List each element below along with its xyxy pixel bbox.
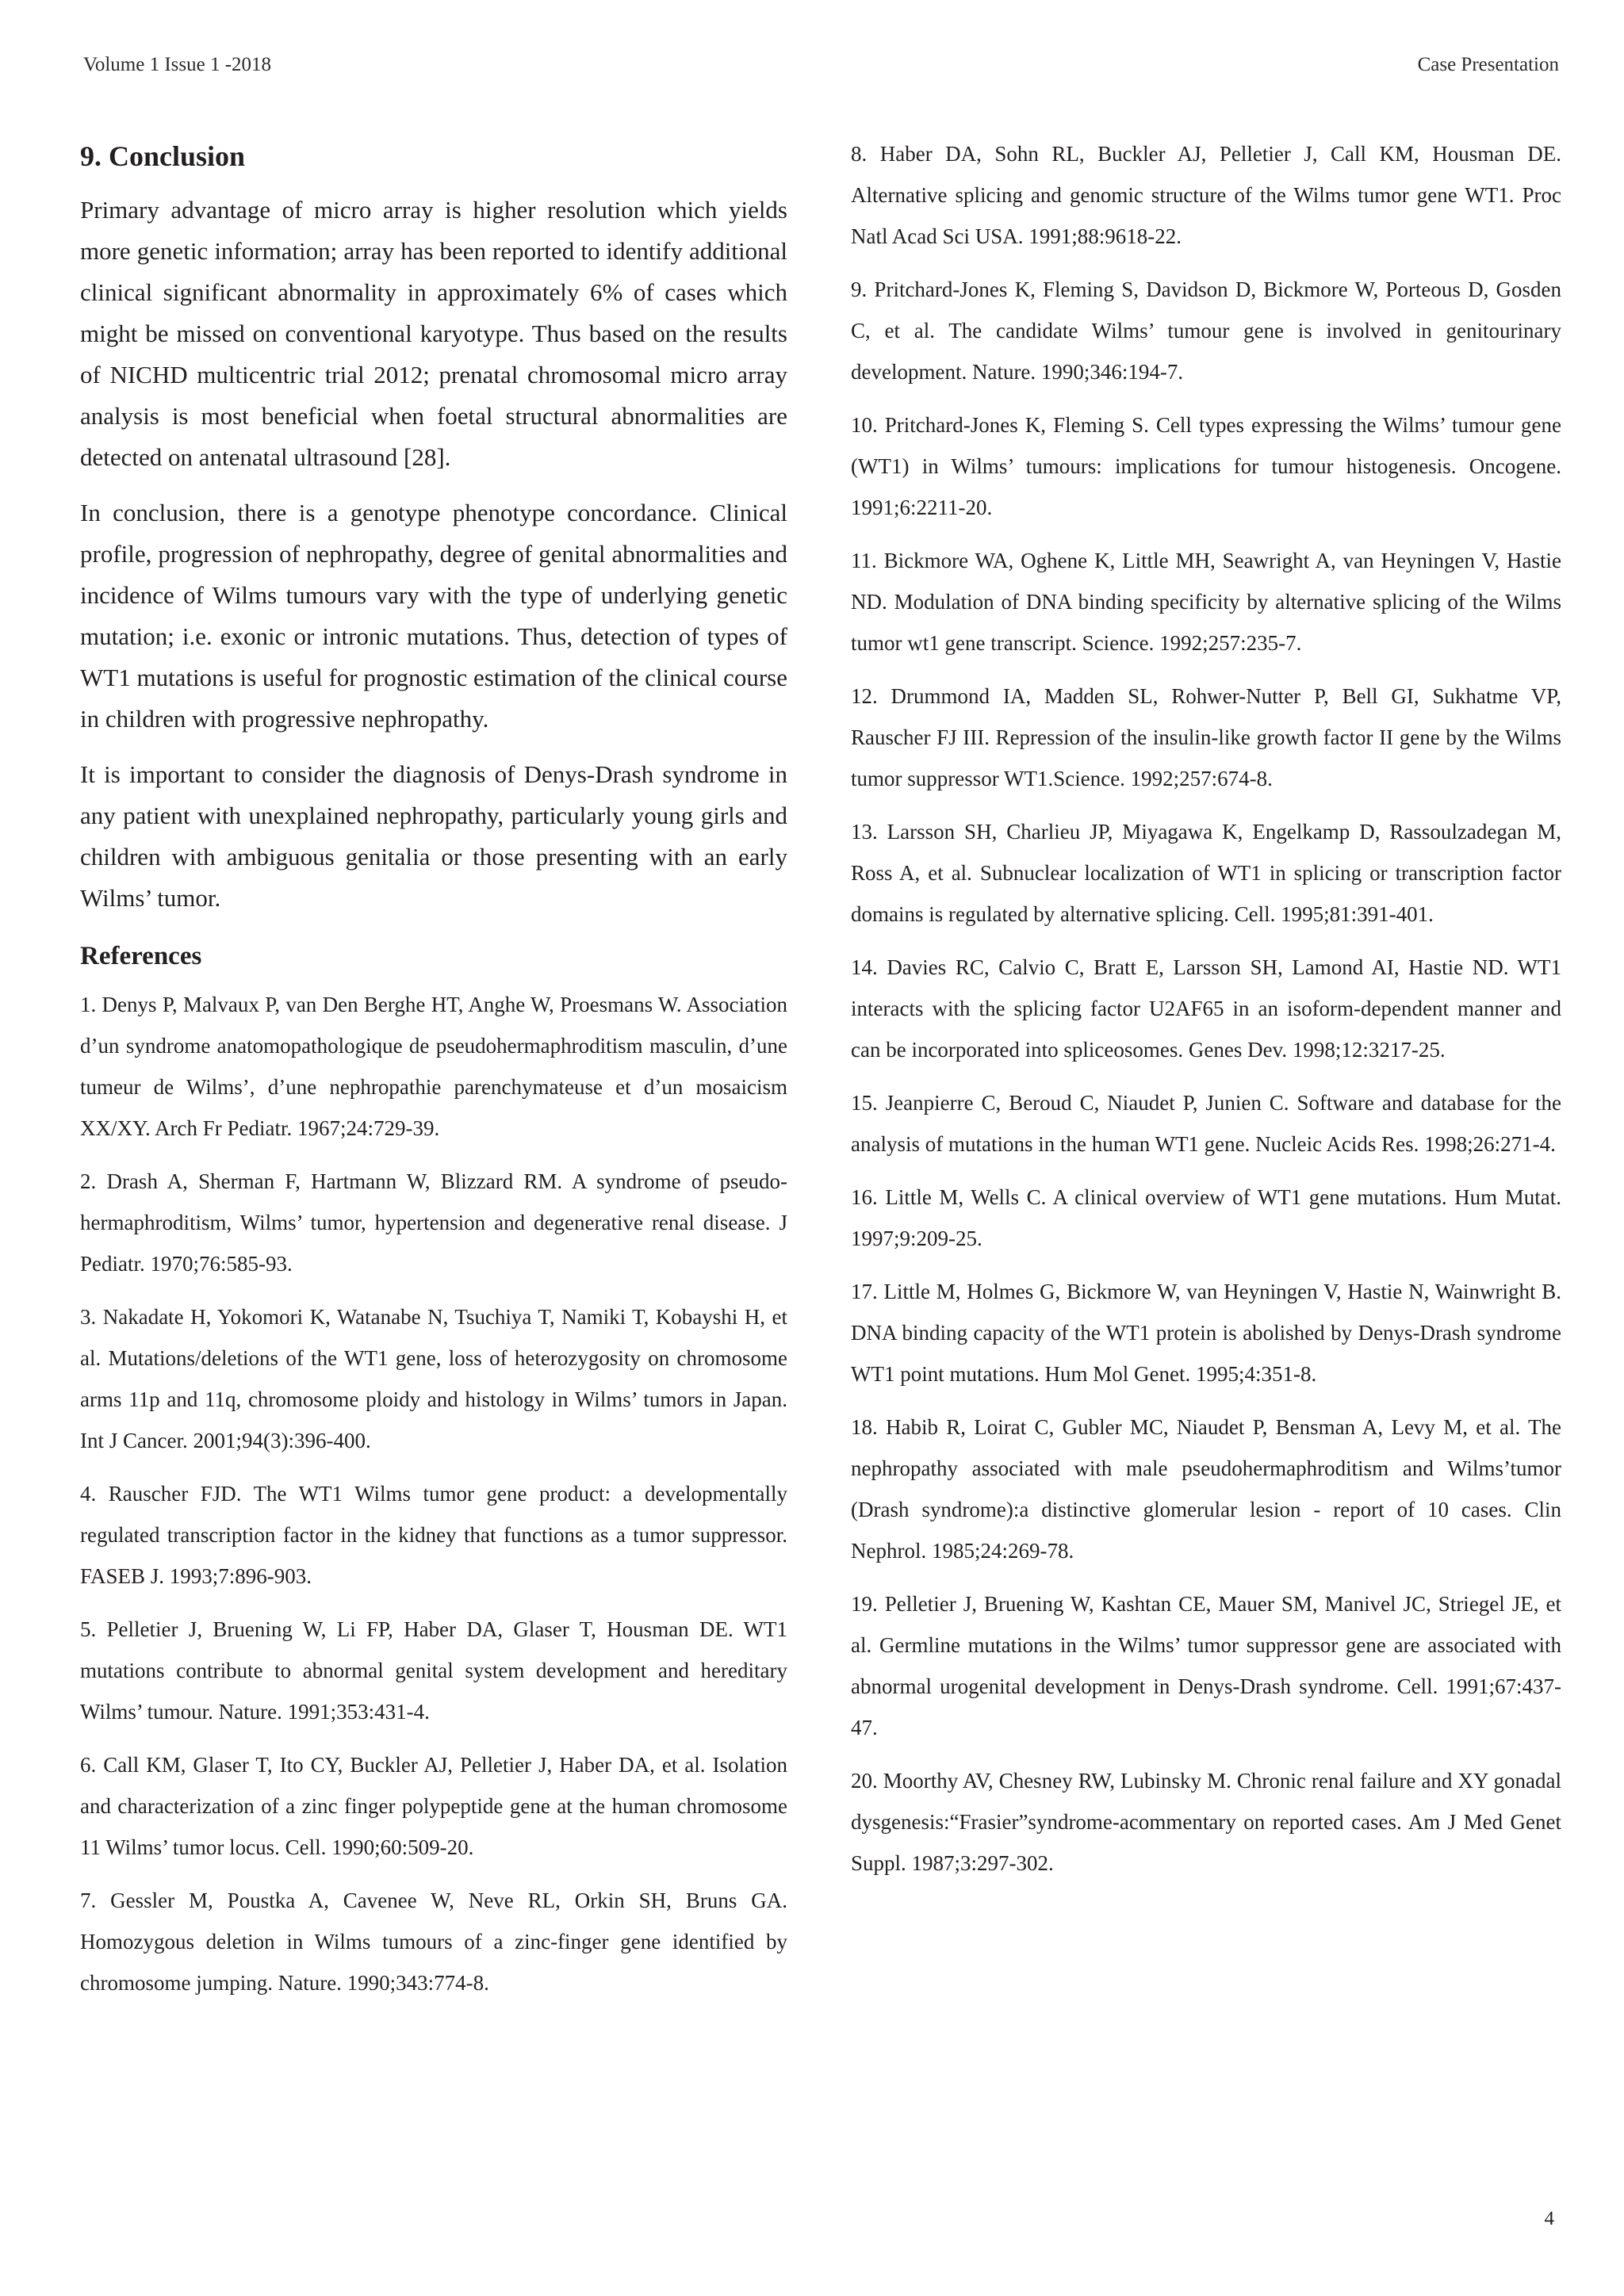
reference-item: 17. Little M, Holmes G, Bickmore W, van Heyningen V, Hastie N, Wainwright B. DNA binding capacity of the WT1 protein is abolished by Denys-Drash syndrome WT1 point mutations. Hum Mol Genet. 1995;4:351-8. <box>851 1280 1561 1386</box>
reference-item: 12. Drummond IA, Madden SL, Rohwer-Nutter P, Bell GI, Sukhatme VP, Rauscher FJ III. Repression of the insulin-like growth factor II gene by the Wilms tumor suppressor WT1.Science. 1992;257:674-8. <box>851 684 1561 790</box>
page-number: 4 <box>1544 2208 1554 2229</box>
reference-item: 10. Pritchard-Jones K, Fleming S. Cell types expressing the Wilms’ tumour gene (WT1) in Wilms’ tumours: implications for tumour histogenesis. Oncogene. 1991;6:2211-20. <box>851 413 1561 519</box>
reference-item: 8. Haber DA, Sohn RL, Buckler AJ, Pelletier J, Call KM, Housman DE. Alternative splicing and genomic structure of the Wilms tumor gene WT1. Proc Natl Acad Sci USA. 1991;88:9618-22. <box>851 142 1561 248</box>
reference-item: 4. Rauscher FJD. The WT1 Wilms tumor gene product: a developmentally regulated transcription factor in the kidney that functions as a tumor suppressor. FASEB J. 1993;7:896-903. <box>80 1481 787 1588</box>
conclusion-paragraph: In conclusion, there is a genotype phenotype concordance. Clinical profile, progression of nephropathy, degree of genital abnormalities and incidence of Wilms tumours vary with the type of underlying genetic mutation; i.e. exonic or intronic mutations. Thus, detection of types of WT1 mutations is useful for prognostic estimation of the clinical course in children with progressive nephropathy. <box>80 499 787 733</box>
left-column <box>80 133 787 2015</box>
reference-item: 11. Bickmore WA, Oghene K, Little MH, Seawright A, van Heyningen V, Hastie ND. Modulation of DNA binding specificity by alternative splicing of the Wilms tumor wt1 gene transcript. Science. 1992;257:235-7. <box>851 549 1561 655</box>
right-column <box>851 133 1561 1896</box>
section-title-conclusion: 9. Conclusion <box>80 140 246 172</box>
running-header <box>83 54 1559 86</box>
reference-item: 19. Pelletier J, Bruening W, Kashtan CE, Mauer SM, Manivel JC, Striegel JE, et al. Germline mutations in the Wilms’ tumor suppressor gene are associated with abnormal urogenital development in Denys-Drash syndrome. Cell. 1991;67:437-47. <box>851 1592 1561 1739</box>
reference-item: 14. Davies RC, Calvio C, Bratt E, Larsson SH, Lamond AI, Hastie ND. WT1 interacts with the splicing factor U2AF65 in an isoform-dependent manner and can be incorporated into spliceosomes. Genes Dev. 1998;12:3217-25. <box>851 955 1561 1062</box>
reference-item: 1. Denys P, Malvaux P, van Den Berghe HT, Anghe W, Proesmans W. Association d’un syndrome anatomopathologique de pseudohermaphroditism masculin, d’une tumeur de Wilms’, d’une nephropathie parenchymateuse et d’un mosaicism XX/XY. Arch Fr Pediatr. 1967;24:729-39. <box>80 992 787 1140</box>
references-heading: References <box>80 942 202 971</box>
article-type-label: Case Presentation <box>1417 54 1559 75</box>
reference-item: 7. Gessler M, Poustka A, Cavenee W, Neve RL, Orkin SH, Bruns GA. Homozygous deletion in Wilms tumours of a zinc-finger gene identified by chromosome jumping. Nature. 1990;343:774-8. <box>80 1888 787 1995</box>
reference-item: 16. Little M, Wells C. A clinical overview of WT1 gene mutations. Hum Mutat. 1997;9:209-25. <box>851 1185 1561 1250</box>
conclusion-paragraph: It is important to consider the diagnosis of Denys-Drash syndrome in any patient with unexplained nephropathy, particularly young girls and children with ambiguous genitalia or those presenting with an early Wilms’ tumor. <box>80 760 787 913</box>
reference-item: 3. Nakadate H, Yokomori K, Watanabe N, Tsuchiya T, Namiki T, Kobayshi H, et al. Mutations/deletions of the WT1 gene, loss of heterozygosity on chromosome arms 11p and 11q, chromosome ploidy and histology in Wilms’ tumors in Japan. Int J Cancer. 2001;94(3):396-400. <box>80 1304 787 1452</box>
reference-item: 15. Jeanpierre C, Beroud C, Niaudet P, Junien C. Software and database for the analysis of mutations in the human WT1 gene. Nucleic Acids Res. 1998;26:271-4. <box>851 1091 1561 1156</box>
reference-item: 13. Larsson SH, Charlieu JP, Miyagawa K, Engelkamp D, Rassoulzadegan M, Ross A, et al. Subnuclear localization of WT1 in splicing or transcription factor domains is regulated by alternative splicing. Cell. 1995;81:391-401. <box>851 820 1561 926</box>
reference-item: 5. Pelletier J, Bruening W, Li FP, Haber DA, Glaser T, Housman DE. WT1 mutations contribute to abnormal genital system development and hereditary Wilms’ tumour. Nature. 1991;353:431-4. <box>80 1617 787 1724</box>
journal-volume-label: Volume 1 Issue 1 -2018 <box>83 54 272 75</box>
reference-item: 20. Moorthy AV, Chesney RW, Lubinsky M. Chronic renal failure and XY gonadal dysgenesis:“Frasier”syndrome-acommentary on reported cases. Am J Med Genet Suppl. 1987;3:297-302. <box>851 1769 1561 1875</box>
conclusion-paragraph: Primary advantage of micro array is higher resolution which yields more genetic information; array has been reported to identify additional clinical significant abnormality in approximately 6% of cases which might be missed on conventional karyotype. Thus based on the results of NICHD multicentric trial 2012; prenatal chromosomal micro array analysis is most beneficial when foetal structural abnormalities are detected on antenatal ultrasound [28]. <box>80 196 787 472</box>
reference-item: 2. Drash A, Sherman F, Hartmann W, Blizzard RM. A syndrome of pseudo- hermaphroditism, Wilms’ tumor, hypertension and degenerative renal disease. J Pediatr. 1970;76:585-93. <box>80 1169 787 1276</box>
reference-item: 6. Call KM, Glaser T, Ito CY, Buckler AJ, Pelletier J, Haber DA, et al. Isolation and characterization of a zinc finger polypeptide gene at the human chromosome 11 Wilms’ tumor locus. Cell. 1990;60:509-20. <box>80 1752 787 1859</box>
reference-item: 18. Habib R, Loirat C, Gubler MC, Niaudet P, Bensman A, Levy M, et al. The nephropathy associated with male pseudohermaphroditism and Wilms’tumor (Drash syndrome):a distinctive glomerular lesion - report of 10 cases. Clin Nephrol. 1985;24:269-78. <box>851 1415 1561 1563</box>
reference-item: 9. Pritchard-Jones K, Fleming S, Davidson D, Bickmore W, Porteous D, Gosden C, et al. The candidate Wilms’ tumour gene is involved in genitourinary development. Nature. 1990;346:194-7. <box>851 277 1561 384</box>
